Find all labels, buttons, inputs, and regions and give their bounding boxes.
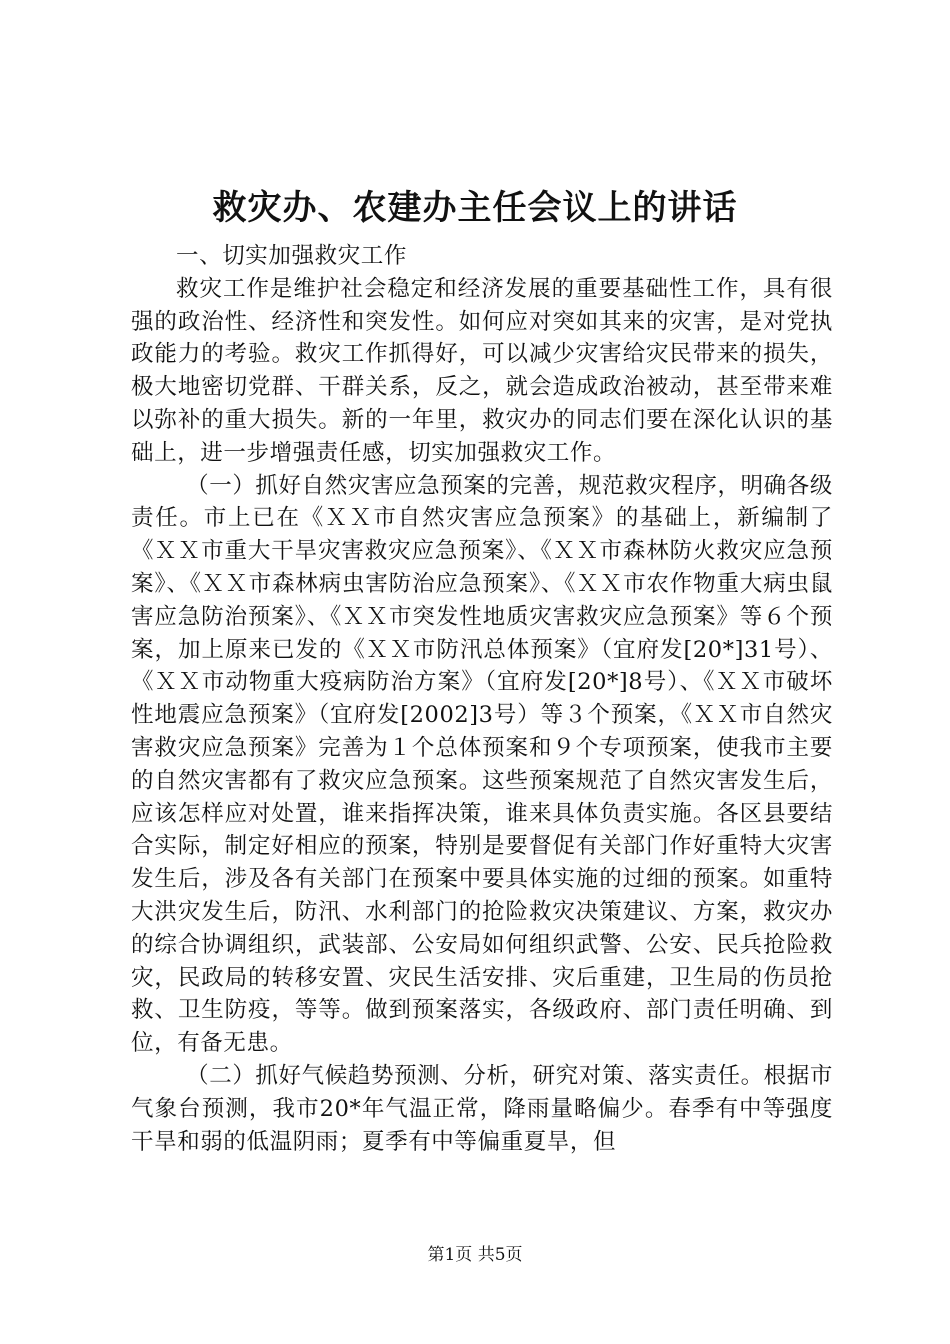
subsection-paragraph: （一）抓好自然灾害应急预案的完善，规范救灾程序，明确各级责任。市上已在《ＸＸ市自然灾害应急预案》的基础上，新编制了《ＸＸ市重大干旱灾害救灾应急预案》、《ＸＸ市森林防火救灾应急预案》、《ＸＸ市森林病虫害防治应急预案》、《ＸＸ市农作物重大病虫鼠害应急防治预案》、《ＸＸ市突发性地质灾害救灾应急预案》等６个预案，加上原来已发的《ＸＸ市防汛总体预案》（宜府发[20*]31号）、《ＸＸ市动物重大疫病防治方案》（宜府发[20*]8号）、《ＸＸ市破坏性地震应急预案》（宜府发[2002]3号）等３个预案，《ＸＸ市自然灾害救灾应急预案》完善为１个总体预案和９个专项预案，使我市主要的自然灾害都有了救灾应急预案。这些预案规范了自然灾害发生后，应该怎样应对处置，谁来指挥决策，谁来具体负责实施。各区县要结合实际，制定好相应的预案，特别是要督促有关部门作好重特大灾害发生后，涉及各有关部门在预案中要具体实施的过细的预案。如重特大洪灾发生后，防汛、水利部门的抢险救灾决策建议、方案，救灾办的综合协调组织，武装部、公安局如何组织武警、公安、民兵抢险救灾，民政局的转移安置、灾民生活安排、灾后重建，卫生局的伤员抢救、卫生防疫，等等。做到预案落实，各级政府、部门责任明确、到位，有备无患。 [131, 472, 833, 1057]
section-heading: 一、切实加强救灾工作 [176, 243, 408, 269]
document-title: 救灾办、农建办主任会议上的讲话 [212, 188, 738, 228]
body-paragraph: 救灾工作是维护社会稳定和经济发展的重要基础性工作，具有很强的政治性、经济性和突发性。如何应对突如其来的灾害，是对党执政能力的考验。救灾工作抓得好，可以减少灾害给灾民带来的损失，极大地密切党群、干群关系，反之，就会造成政治被动，甚至带来难以弥补的重大损失。新的一年里，救灾办的同志们要在深化认识的基础上，进一步增强责任感，切实加强救灾工作。 [131, 275, 833, 466]
subsection-paragraph: （二）抓好气候趋势预测、分析，研究对策、落实责任。根据市气象台预测，我市20*年气温正常，降雨量略偏少。春季有中等强度干旱和弱的低温阴雨；夏季有中等偏重夏旱，但 [131, 1062, 833, 1155]
page-footer: 第1页 共5页 [427, 1245, 523, 1265]
document-body [131, 240, 833, 1158]
